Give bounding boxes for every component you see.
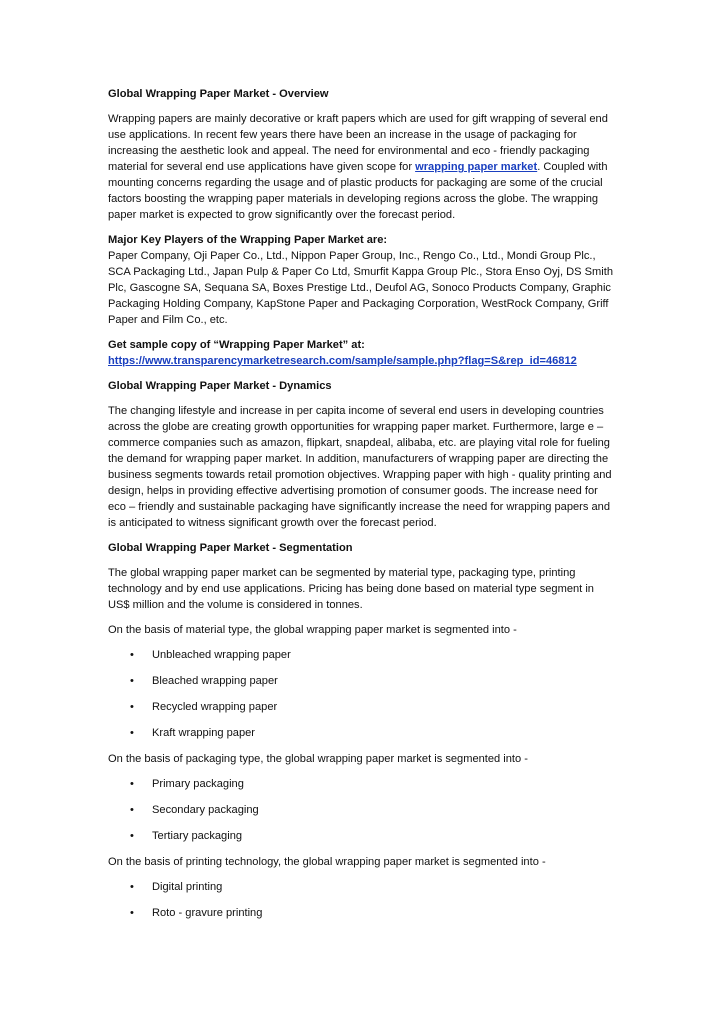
list-item-label: Tertiary packaging: [152, 830, 243, 842]
bullet-icon: •: [130, 881, 134, 893]
list-item: [108, 647, 614, 663]
key-players-section: [108, 232, 614, 328]
list-item-label: Primary packaging: [152, 778, 244, 790]
segmentation-heading: Global Wrapping Paper Market - Segmentation: [108, 542, 353, 554]
bullet-icon: •: [130, 701, 134, 713]
sample-copy-section: [108, 337, 614, 369]
list-item-label: Recycled wrapping paper: [152, 701, 278, 713]
list-item: [108, 905, 614, 921]
overview-text-end: . Coupled with mounting concerns regarding the usage and of plastic products for packaging are some of the crucial factors boosting the wrapping paper materials in developing regions across the globe. The wrapping paper market is expected to grow significantly over the forecast period.: [108, 161, 608, 221]
key-players-heading: Major Key Players of the Wrapping Paper Market are:: [108, 234, 388, 246]
bullet-icon: •: [130, 675, 134, 687]
packaging-type-list: [108, 776, 614, 844]
overview-paragraph: [108, 111, 614, 223]
dynamics-paragraph: The changing lifestyle and increase in per capita income of several end users in developing countries across the globe are creating growth opportunities for wrapping paper market. Furthermore, large e – commerce companies such as amazon, flipkart, snapdeal, alibaba, etc. are playing vital role for fueling the demand for wrapping paper market. In addition, manufacturers of wrapping paper are directing the business segments towards retail promotion objectives. Wrapping paper with high - quality printing and design, helps in providing effective advertising promotion of consumer goods. The increase need for eco – friendly and sustainable packaging have significantly increase the need for wrapping papers and is anticipated to witness significant growth over the forecast period.: [108, 405, 612, 529]
list-item: [108, 879, 614, 895]
material-type-list: [108, 647, 614, 741]
segmentation-intro-paragraph: The global wrapping paper market can be segmented by material type, packaging type, printing technology and by end use applications. Pricing has being done based on material type segment in US$ million and the volume is considered in tonnes.: [108, 567, 594, 611]
overview-text-start: Wrapping papers are mainly decorative or kraft papers which are used for gift wrapping of several end use applications. In recent few years there have been an increase in the usage of packaging for increasing the aesthetic look and appeal. The need for environmental and eco - friendly packaging material for several end use applications have given scope for: [108, 113, 608, 173]
list-item-label: Secondary packaging: [152, 804, 259, 816]
bullet-icon: •: [130, 830, 134, 842]
bullet-icon: •: [130, 727, 134, 739]
key-players-list-text: Paper Company, Oji Paper Co., Ltd., Nippon Paper Group, Inc., Rengo Co., Ltd., Mondi Group Plc., SCA Packaging Ltd., Japan Pulp & Paper Co Ltd, Smurfit Kappa Group Plc., Stora Enso Oyj, DS Smith Plc, Gascogne SA, Sequana SA, Boxes Prestige Ltd., Deufol AG, Sonoco Products Company, Graphic Packaging Holding Company, KapStone Paper and Packaging Corporation, WestRock Company, Griff Paper and Film Co., etc.: [108, 250, 614, 326]
bullet-icon: •: [130, 649, 134, 661]
list-item: [108, 828, 614, 844]
printing-technology-list: [108, 879, 614, 921]
list-item: [108, 776, 614, 792]
list-item-label: Roto - gravure printing: [152, 907, 263, 919]
packaging-type-intro: On the basis of packaging type, the global wrapping paper market is segmented into -: [108, 753, 528, 765]
document-page: [108, 86, 614, 931]
bullet-icon: •: [130, 907, 134, 919]
sample-url-link[interactable]: https://www.transparencymarketresearch.com/sample/sample.php?flag=S&rep_id=46812: [108, 355, 577, 367]
dynamics-heading: Global Wrapping Paper Market - Dynamics: [108, 380, 332, 392]
list-item-label: Kraft wrapping paper: [152, 727, 255, 739]
printing-technology-intro: On the basis of printing technology, the global wrapping paper market is segmented into -: [108, 856, 546, 868]
bullet-icon: •: [130, 778, 134, 790]
material-type-intro: On the basis of material type, the global wrapping paper market is segmented into -: [108, 624, 517, 636]
overview-heading: Global Wrapping Paper Market - Overview: [108, 88, 329, 100]
bullet-icon: •: [130, 804, 134, 816]
list-item-label: Digital printing: [152, 881, 223, 893]
list-item: [108, 673, 614, 689]
list-item: [108, 802, 614, 818]
list-item: [108, 725, 614, 741]
sample-copy-heading: Get sample copy of “Wrapping Paper Market” at:: [108, 339, 365, 351]
wrapping-paper-market-link[interactable]: wrapping paper market: [415, 161, 538, 173]
list-item-label: Unbleached wrapping paper: [152, 649, 291, 661]
list-item: [108, 699, 614, 715]
list-item-label: Bleached wrapping paper: [152, 675, 278, 687]
